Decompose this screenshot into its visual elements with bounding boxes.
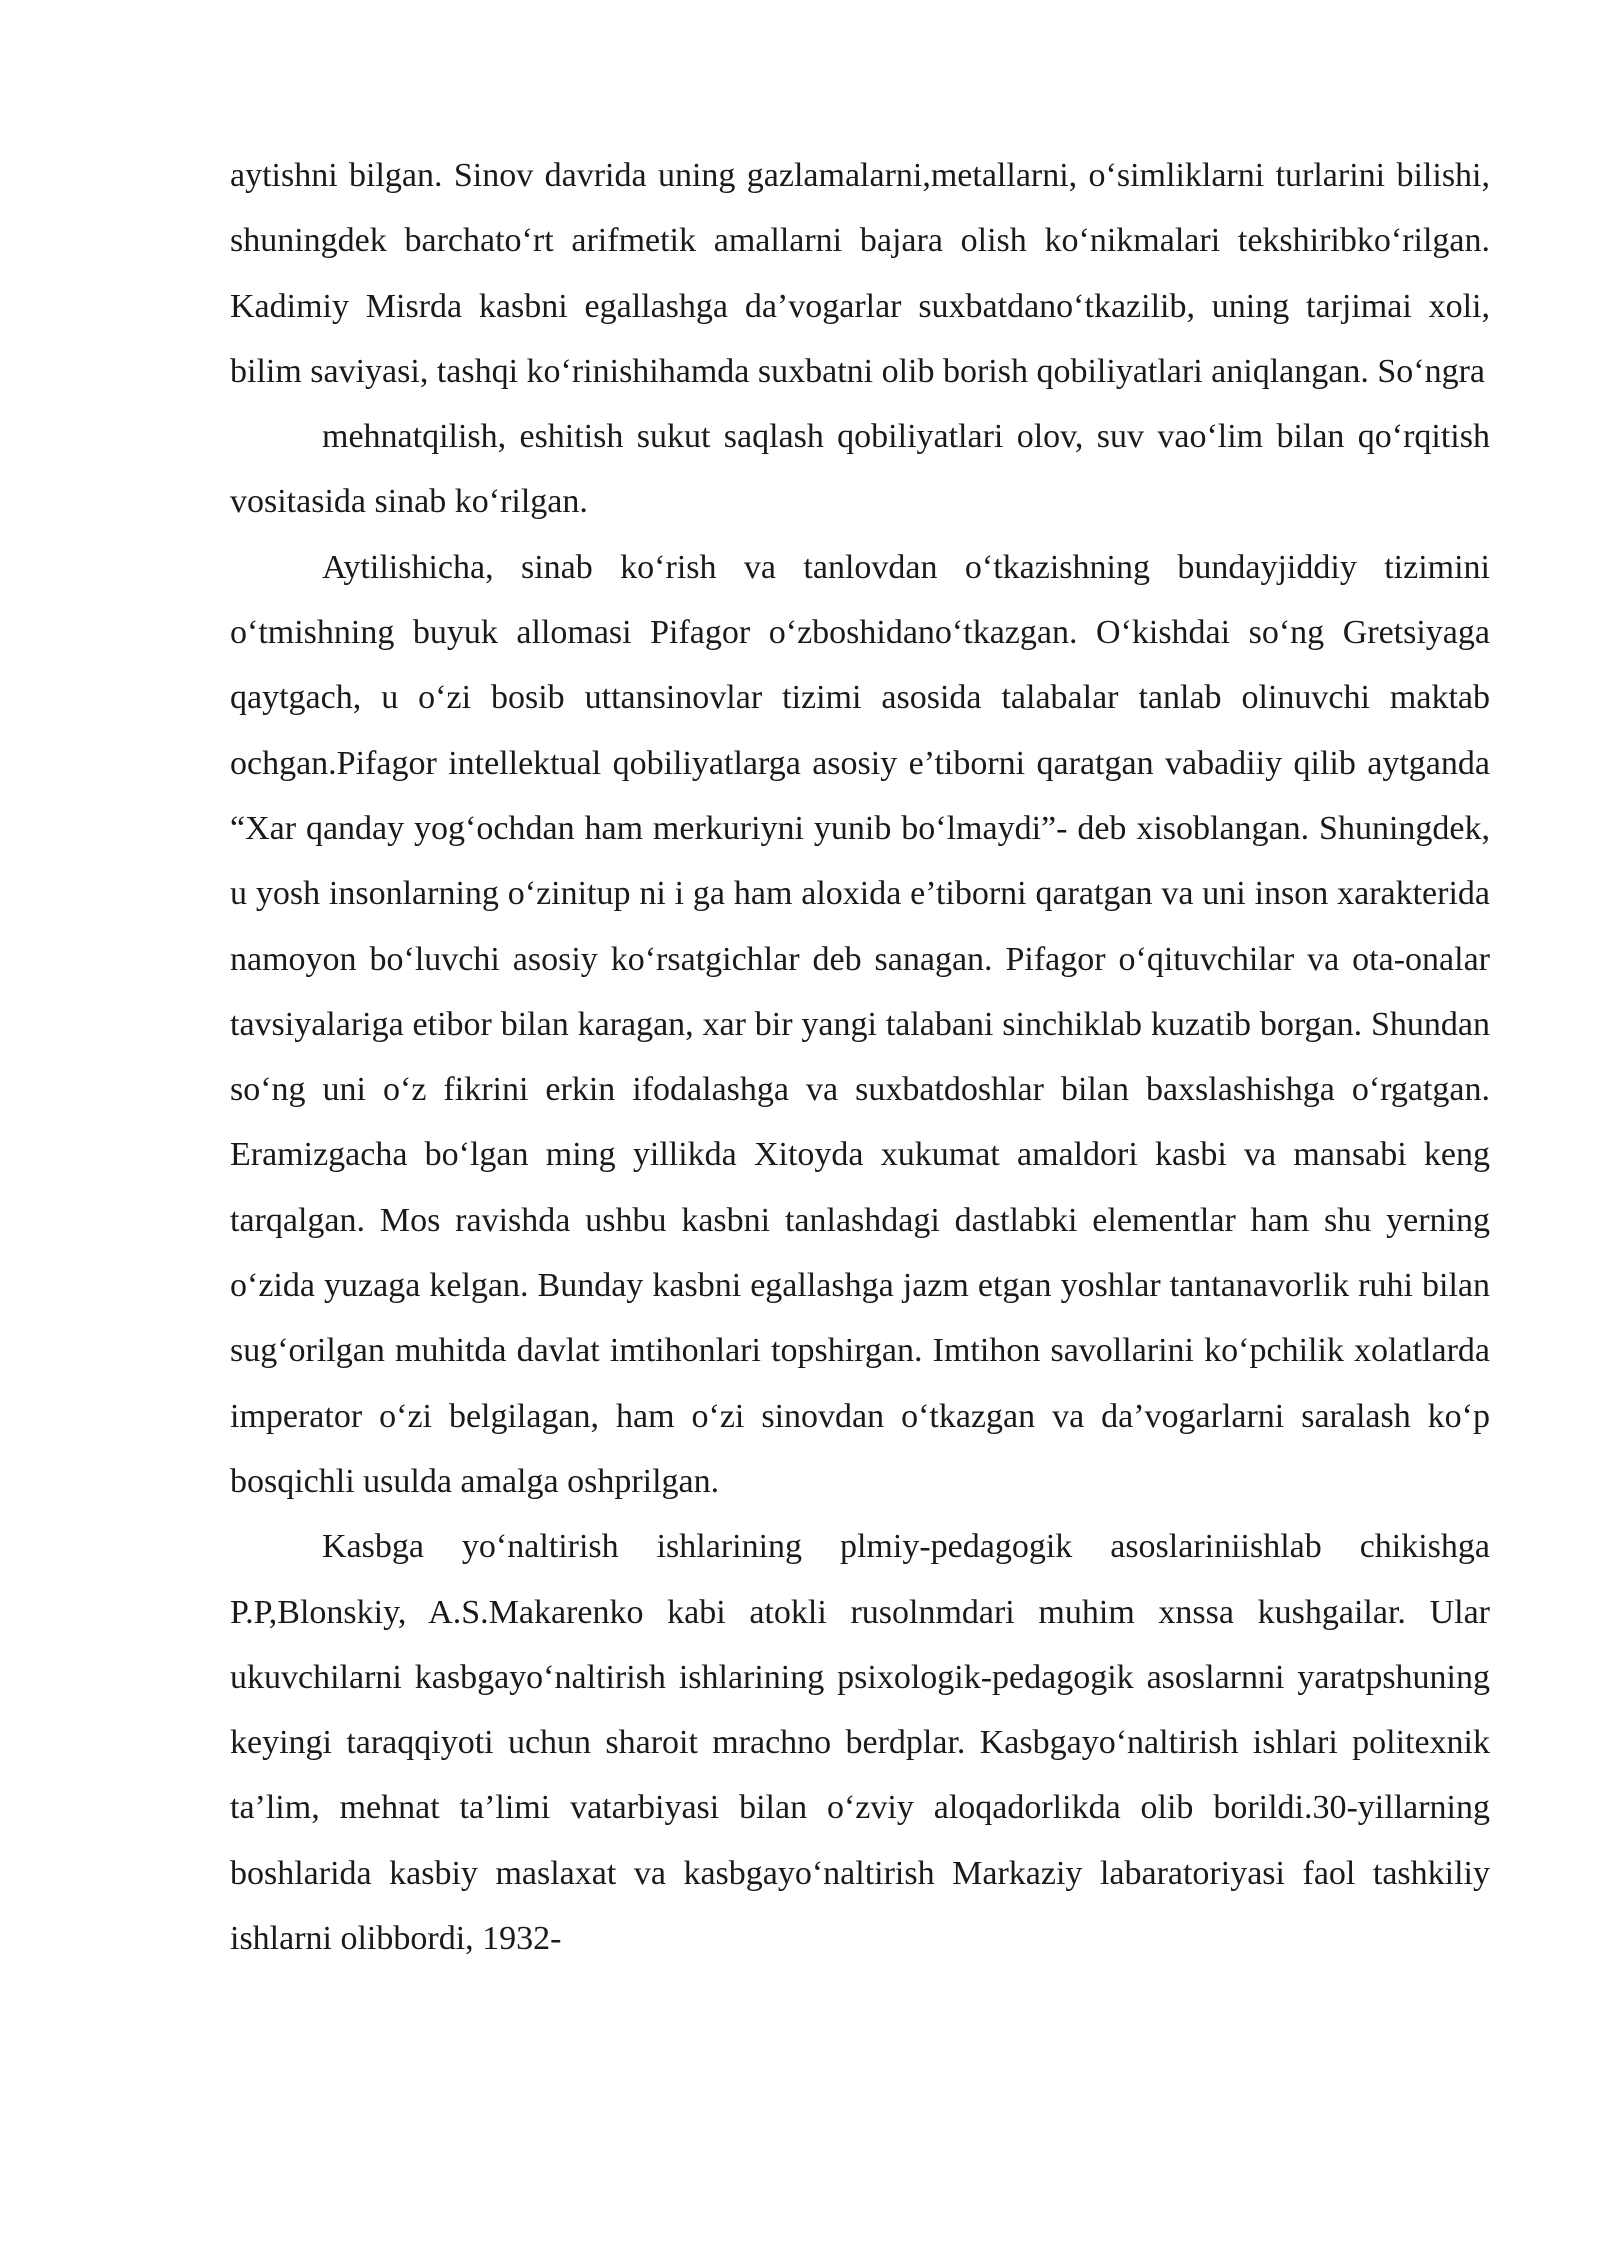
paragraph-4: Kasbga yo‘naltirish ishlarining plmiy-pedagogik asoslariniishlab chikishga P.P,Blonskiy, A.S.Makarenko kabi atokli rusolnmdari muhim xnssa kushgailar. Ular ukuvchilarni kasbgayo‘naltirish ishlarining psixologik-pedagogik asoslarnni yaratpshuning keyingi taraqqiyoti uchun sharoit mrachno berdplar. Kasbgayo‘naltirish ishlari politexnik ta’lim, mehnat ta’limi vatarbiyasi bilan o‘zviy aloqadorlikda olib borildi.30-yillarning boshlarida kasbiy maslaxat va kasbgayo‘naltirish Markaziy labaratoriyasi faol tashkiliy ishlarni olibbordi, 1932- <box>230 1528 1490 1958</box>
document-body <box>230 143 1490 1971</box>
paragraph-3: Aytilishicha, sinab ko‘rish va tanlovdan o‘tkazishning bundayjiddiy tizimini o‘tmishning buyuk allomasi Pifagor o‘zboshidano‘tkazgan. O‘kishdai so‘ng Gretsiyaga qaytgach, u o‘zi bosib uttansinovlar tizimi asosida talabalar tanlab olinuvchi maktab ochgan.Pifagor intellektual qobiliyatlarga asosiy e’tiborni qaratgan vabadiiy qilib aytganda “Xar qanday yog‘ochdan ham merkuriyni yunib bo‘lmaydi”- deb xisoblangan. Shuningdek, u yosh insonlarning o‘zinitup ni i ga ham aloxida e’tiborni qaratgan va uni inson xarakterida namoyon bo‘luvchi asosiy ko‘rsatgichlar deb sanagan. Pifagor o‘qituvchilar va ota-onalar tavsiyalariga etibor bilan karagan, xar bir yangi talabani sinchiklab kuzatib borgan. Shundan so‘ng uni o‘z fikrini erkin ifodalashga va suxbatdoshlar bilan baxslashishga o‘rgatgan. Eramizgacha bo‘lgan ming yillikda Xitoyda xukumat amaldori kasbi va mansabi keng tarqalgan. Mos ravishda ushbu kasbni tanlashdagi dastlabki elementlar ham shu yerning o‘zida yuzaga kelgan. Bunday kasbni egallashga jazm etgan yoshlar tantanavorlik ruhi bilan sug‘orilgan muhitda davlat imtihonlari topshirgan. Imtihon savollarini ko‘pchilik xolatlarda imperator o‘zi belgilagan, ham o‘zi sinovdan o‘tkazgan va da’vogarlarni saralash ko‘p bosqichli usulda amalga oshprilgan. <box>230 548 1490 1500</box>
paragraph-1: aytishni bilgan. Sinov davrida uning gazlamalarni,metallarni, o‘simliklarni turlarini bilishi, shuningdek barchato‘rt arifmetik amallarni bajara olish ko‘nikmalari tekshiribko‘rilgan. Kadimiy Misrda kasbni egallashga da’vogarlar suxbatdano‘tkazilib, uning tarjimai xoli, bilim saviyasi, tashqi ko‘rinishihamda suxbatni olib borish qobiliyatlari aniqlangan. So‘ngra <box>230 157 1490 390</box>
paragraph-2: mehnatqilish, eshitish sukut saqlash qobiliyatlari olov, suv vao‘lim bilan qo‘rqitish vositasida sinab ko‘rilgan. <box>230 418 1490 521</box>
